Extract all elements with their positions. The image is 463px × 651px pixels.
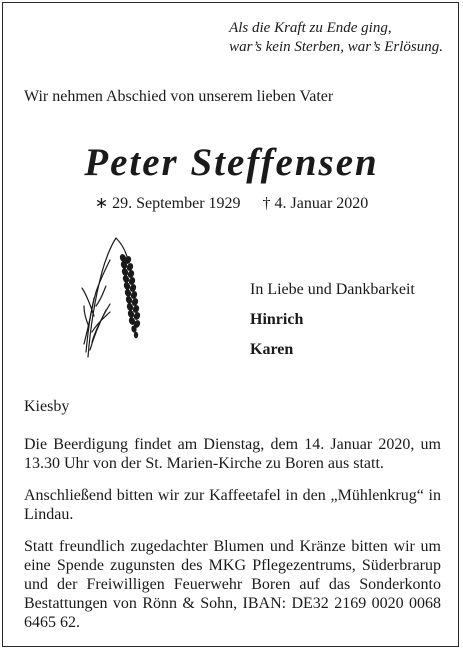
family-heading: In Liebe und Dankbarkeit — [250, 281, 415, 298]
deceased-name: Peter Steffensen — [84, 141, 379, 184]
family-member: Karen — [250, 341, 294, 358]
motto-verse — [229, 19, 443, 57]
intro-text: Wir nehmen Abschied von unserem lieben Vater — [24, 88, 334, 105]
motto-line-2: war’s kein Sterben, war’s Erlösung. — [229, 39, 443, 55]
funeral-details-paragraph: Die Beerdigung findet am Dienstag, dem 14. Januar 2020, um 13.30 Uhr von der St. Marien-Kirche zu Boren aus statt. — [24, 436, 441, 472]
birth-date: ∗ 29. September 1929 — [94, 195, 241, 212]
reception-paragraph: Anschließend bitten wir zur Kaffeetafel in den „Mühlenkrug“ in Lindau. — [24, 487, 441, 523]
motto-line-1: Als die Kraft zu Ende ging, — [229, 20, 392, 36]
life-dates — [0, 193, 463, 213]
family-signature — [250, 275, 415, 365]
donation-paragraph: Statt freundlich zugedachter Blumen und Kränze bitten wir um eine Spende zugunsten des MKG Pflegezentrums, Süderbrarup und der Freiwilligen Feuerwehr Boren auf das Sonderkonto Bestattungen von Rönn & Sohn, IBAN: DE32 2169 0020 0068 6465 62. — [24, 538, 441, 631]
death-date: † 4. Januar 2020 — [262, 195, 369, 212]
wheat-ear-icon — [80, 232, 146, 362]
family-member: Hinrich — [250, 311, 304, 328]
place-name: Kiesby — [24, 398, 70, 415]
